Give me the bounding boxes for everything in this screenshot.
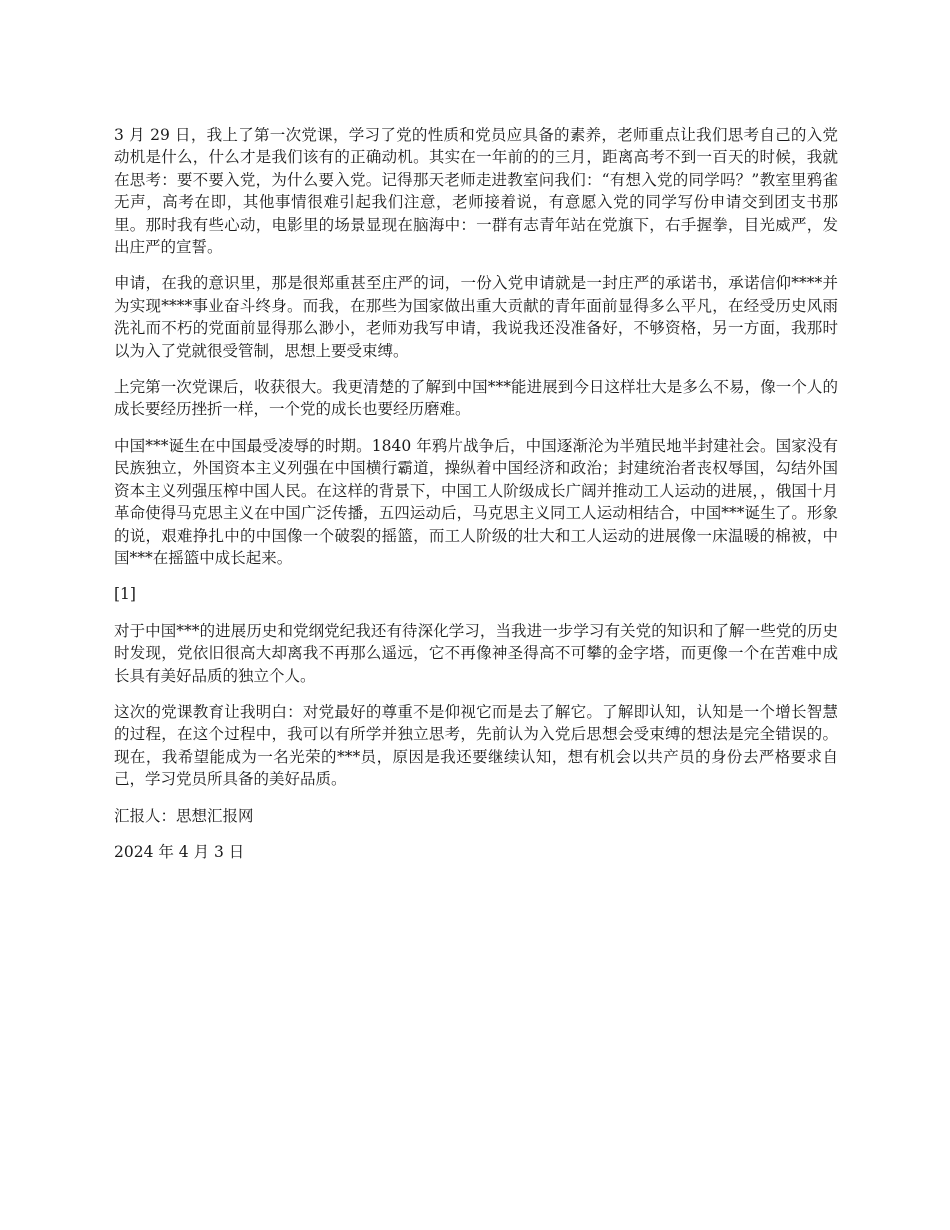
paragraph-first-party-class: 3 月 29 日，我上了第一次党课，学习了党的性质和党员应具备的素养，老师重点让我们思考自己的入党动机是什么，什么才是我们该有的正确动机。其实在一年前的的三月，距离高考不到一百天的时候，我就在思考：要不要入党，为什么要入党。记得那天老师走进教室问我们：“有想入党的同学吗？”教室里鸦雀无声，高考在即，其他事情很难引起我们注意，老师接着说，有意愿入党的同学写份申请交到团支书那里。那时我有些心动，电影里的场景显现在脑海中：一群有志青年站在党旗下，右手握拳，目光威严，发出庄严的宣誓。 <box>114 126 838 257</box>
paragraph-after-class: 上完第一次党课后，收获很大。我更清楚的了解到中国***能进展到今日这样壮大是多么不易，像一个人的成长要经历挫折一样，一个党的成长也要经历磨难。 <box>114 378 838 419</box>
date-line: 2024 年 4 月 3 日 <box>114 842 245 861</box>
paragraph-conclusion: 这次的党课教育让我明白：对党最好的尊重不是仰视它而是去了解它。了解即认知，认知是一个增长智慧的过程，在这个过程中，我可以有所学并独立思考，先前认为入党后思想会受束缚的想法是完全错误的。现在，我希望能成为一名光荣的***员，原因是我还要继续认知，想有机会以共产员的身份去严格要求自己，学习党员所具备的美好品质。 <box>114 702 838 789</box>
paragraph-application: 申请，在我的意识里，那是很郑重甚至庄严的词，一份入党申请就是一封庄严的承诺书，承诺信仰****并为实现****事业奋斗终身。而我，在那些为国家做出重大贡献的青年面前显得多么平凡，在经受历史风雨洗礼而不朽的党面前显得那么渺小，老师劝我写申请，我说我还没准备好，不够资格，另一方面，我那时以为入了党就很受管制，思想上要受束缚。 <box>114 274 838 360</box>
document-body <box>114 124 838 877</box>
reporter-line: 汇报人：思想汇报网 <box>114 806 254 825</box>
paragraph-further-study: 对于中国***的进展历史和党纲党纪我还有待深化学习，当我进一步学习有关党的知识和了解一些党的历史时发现，党依旧很高大却离我不再那么遥远，它不再像神圣得高不可攀的金字塔，而更像一个在苦难中成长具有美好品质的独立个人。 <box>114 621 838 685</box>
paragraph-history: 中国***诞生在中国最受凌辱的时期。1840 年鸦片战争后，中国逐渐沦为半殖民地半封建社会。国家没有民族独立，外国资本主义列强在中国横行霸道，操纵着中国经济和政治；封建统治者丧权辱国，勾结外国资本主义列强压榨中国人民。在这样的背景下，中国工人阶级成长广阔并推动工人运动的进展，，俄国十月革命使得马克思主义在中国广泛传播，五四运动后，马克思主义同工人运动相结合，中国***诞生了。形象的说，艰难挣扎中的中国像一个破裂的摇篮，而工人阶级的壮大和工人运动的进展像一床温暖的棉被，中国***在摇篮中成长起来。 <box>114 436 838 567</box>
reference-marker: [1] <box>114 585 136 604</box>
